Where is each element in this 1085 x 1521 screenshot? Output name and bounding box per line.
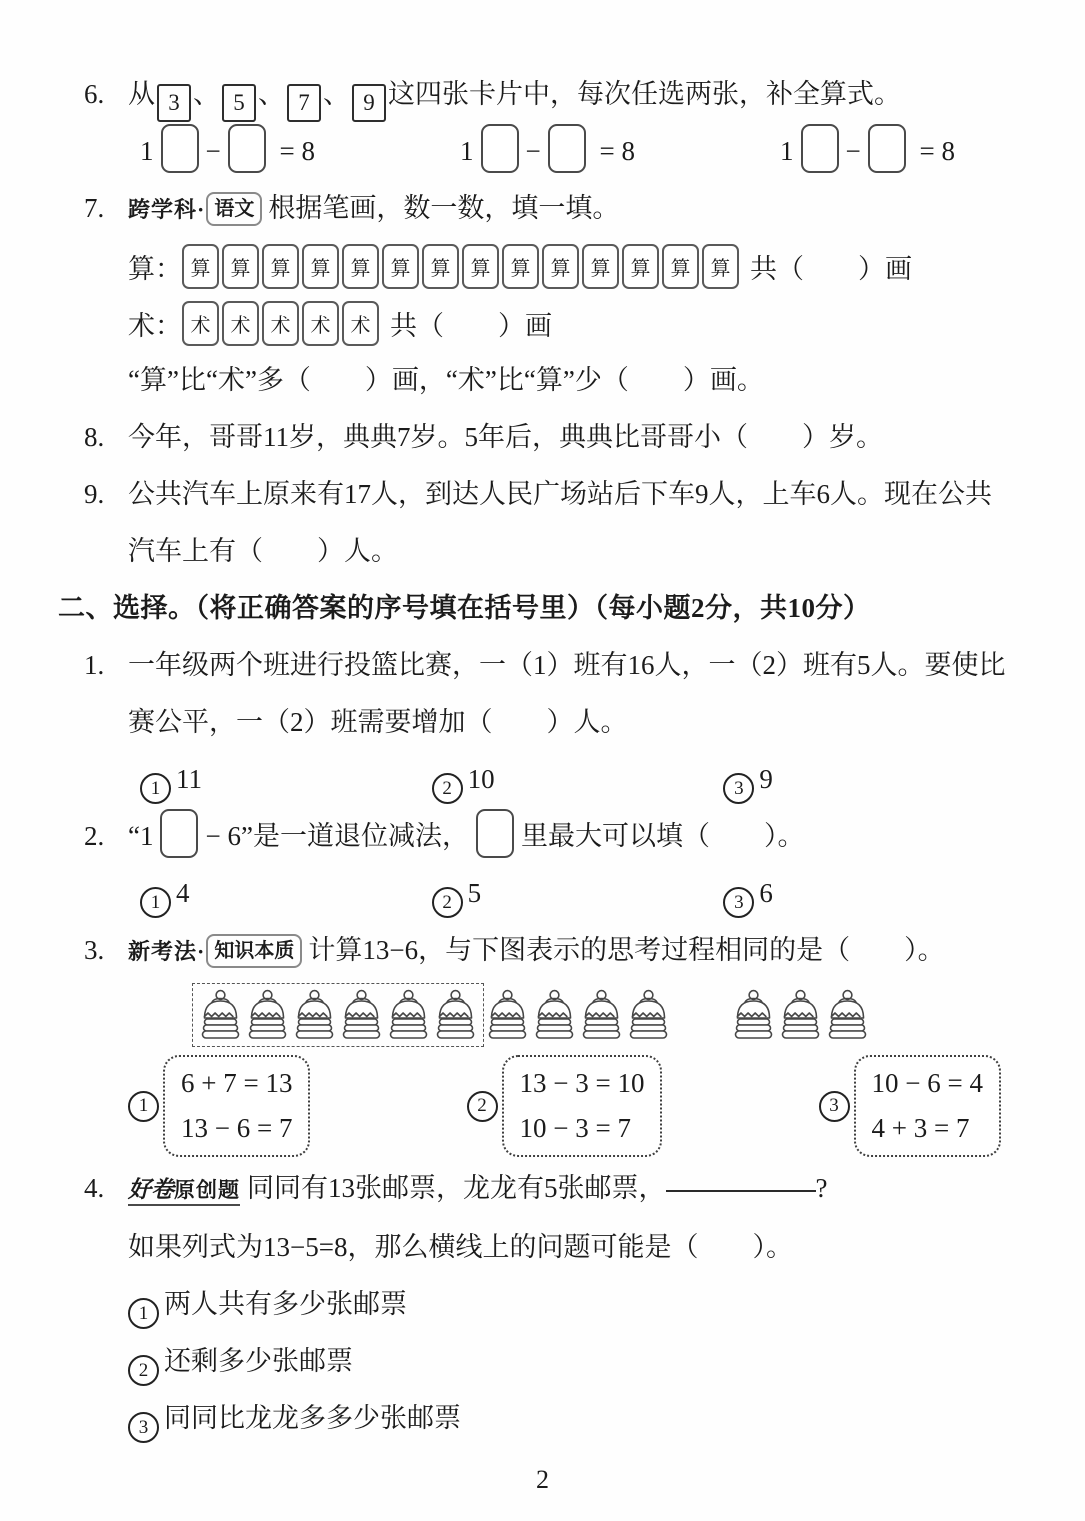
cake-icon — [292, 987, 337, 1043]
cake-icon — [825, 987, 870, 1043]
card-separator: 、 — [323, 79, 350, 109]
number-card-item — [350, 79, 388, 115]
answer-box — [476, 809, 514, 858]
char-box-list — [182, 301, 382, 346]
minus-sign: − — [205, 136, 221, 166]
question-8-number: 8. — [84, 422, 105, 452]
c2-text-pre: “1 — [128, 821, 154, 851]
choice-1-number: 1. — [84, 650, 105, 680]
stroke-char-box: 算 — [542, 244, 579, 289]
c2-text-post: 里最大可以填（ ）。 — [520, 821, 805, 851]
stroke-char-box: 算 — [302, 244, 339, 289]
cake-group-middle — [484, 987, 672, 1043]
cake-icon — [626, 987, 671, 1043]
stroke-char-box: 算 — [582, 244, 619, 289]
equation-lead: 1 — [140, 136, 154, 166]
stroke-char-box: 术 — [262, 301, 299, 346]
equation-line-1: 6 + 7 = 13 — [181, 1068, 293, 1098]
option-text: 11 — [176, 764, 202, 794]
choice-2-options — [128, 865, 1015, 922]
circled-number-icon: 2 — [432, 887, 463, 918]
q6-text-pre: 从 — [128, 79, 155, 109]
question-9-text: 公共汽车上原来有17人，到达人民广场站后下车9人，上车6人。现在公共汽车上有（ ）人。 — [128, 479, 992, 566]
question-9-number: 9. — [84, 479, 105, 509]
equation-row — [128, 123, 1015, 180]
original-question-label: 原创题 — [174, 1178, 240, 1202]
equation — [780, 123, 955, 180]
question-9 — [84, 466, 1015, 580]
answer-box — [161, 124, 199, 173]
equation-result: = 8 — [279, 136, 315, 166]
minus-sign: − — [845, 136, 861, 166]
stroke-char-box: 术 — [222, 301, 259, 346]
stroke-char-box: 算 — [222, 244, 259, 289]
page-number: 2 — [536, 1465, 549, 1494]
option-equation-group — [467, 1055, 663, 1157]
number-card-item — [220, 79, 285, 115]
option-text: 同同比龙龙多多少张邮票 — [164, 1403, 461, 1433]
circled-number-icon: 1 — [128, 1091, 159, 1122]
circled-number-icon: 2 — [467, 1091, 498, 1122]
option-text: 6 — [759, 878, 773, 908]
choice-1-text: 一年级两个班进行投篮比赛，一（1）班有16人，一（2）班有5人。要使比赛公平，一（2）班需要增加（ ）人。 — [128, 650, 1006, 737]
circled-number-icon: 1 — [128, 1298, 159, 1329]
equation — [140, 123, 315, 180]
number-card: 9 — [352, 84, 386, 122]
number-card-list — [155, 79, 388, 115]
haojuan-original-badge — [128, 1173, 240, 1206]
char-row-label: 算： — [128, 254, 182, 284]
c4-text-1: 同同有13张邮票，龙龙有5张邮票， — [247, 1173, 666, 1203]
equation-result: = 8 — [919, 136, 955, 166]
circled-number-icon: 3 — [723, 773, 754, 804]
cake-icon — [778, 987, 823, 1043]
card-separator: 、 — [193, 79, 220, 109]
option — [128, 1333, 1015, 1390]
question-6 — [84, 66, 1015, 180]
option — [128, 1390, 1015, 1447]
question-7-text — [128, 180, 1015, 238]
stroke-char-box: 算 — [502, 244, 539, 289]
circled-number-icon: 2 — [128, 1355, 159, 1386]
knowledge-badge-box: 知识本质 — [206, 934, 302, 968]
question-8-text: 今年，哥哥11岁，典典7岁。5年后，典典比哥哥小（ ）岁。 — [128, 422, 883, 452]
option-text: 两人共有多少张邮票 — [164, 1289, 407, 1319]
equation-lead: 1 — [460, 136, 474, 166]
number-card-item — [155, 79, 220, 115]
q7-instruction: 根据笔画，数一数，填一填。 — [268, 193, 620, 223]
answer-box — [548, 124, 586, 173]
char-row-label: 术： — [128, 311, 182, 341]
stroke-count-blank: 共（ ）画 — [750, 254, 912, 284]
number-card-item — [285, 79, 350, 115]
equation-option-box — [502, 1055, 663, 1157]
option — [140, 751, 432, 808]
stroke-char-box: 算 — [702, 244, 739, 289]
option-text: 9 — [759, 764, 773, 794]
equation-line-1: 13 − 3 = 10 — [519, 1068, 645, 1098]
option — [140, 865, 432, 922]
equation-line-2: 13 − 6 = 7 — [181, 1113, 293, 1143]
answer-box — [868, 124, 906, 173]
card-separator: 、 — [258, 79, 285, 109]
question-7 — [84, 180, 1015, 409]
question-blank-line — [666, 1190, 816, 1192]
question-6-text — [128, 66, 1015, 123]
cake-group-boxed — [192, 983, 484, 1047]
option-text: 10 — [467, 764, 495, 794]
choice-question-1 — [84, 637, 1015, 808]
c3-instruction: 计算13−6，与下图表示的思考过程相同的是（ ）。 — [308, 935, 945, 965]
cake-icon — [731, 987, 776, 1043]
option-equation-group — [819, 1055, 1001, 1157]
circled-number-icon: 3 — [723, 887, 754, 918]
equation-line-1: 10 − 6 = 4 — [871, 1068, 983, 1098]
option-text: 5 — [467, 878, 482, 908]
haojuan-logo: 好卷 — [128, 1177, 174, 1202]
number-card: 3 — [157, 84, 191, 122]
stroke-char-box: 算 — [262, 244, 299, 289]
number-card: 7 — [287, 84, 321, 122]
stroke-char-box: 术 — [342, 301, 379, 346]
choice-4-text-2: 如果列式为13−5=8，那么横线上的问题可能是（ ）。 — [128, 1232, 793, 1262]
equation-lead: 1 — [780, 136, 794, 166]
stroke-row-suan — [128, 238, 1015, 295]
choice-question-4 — [84, 1160, 1015, 1447]
number-card: 5 — [222, 84, 256, 122]
section-2-title: 二、选择。（将正确答案的序号填在括号里）（每小题2分，共10分） — [58, 593, 871, 623]
circled-number-icon: 3 — [819, 1091, 850, 1122]
cake-icon — [386, 987, 431, 1043]
equation-result: = 8 — [599, 136, 635, 166]
question-mark: ? — [815, 1173, 828, 1203]
stroke-char-box: 术 — [302, 301, 339, 346]
equation-option-box — [163, 1055, 310, 1157]
stroke-char-box: 术 — [182, 301, 219, 346]
option-text: 还剩多少张邮票 — [164, 1346, 353, 1376]
option — [432, 865, 724, 922]
question-8 — [84, 409, 1015, 466]
stroke-char-box: 算 — [662, 244, 699, 289]
stroke-count-blank: 共（ ）画 — [390, 311, 552, 341]
circled-number-icon: 2 — [432, 773, 463, 804]
circled-number-icon: 1 — [140, 773, 171, 804]
cross-subject-badge: 跨学科· — [128, 197, 206, 222]
circled-number-icon: 1 — [140, 887, 171, 918]
stroke-char-box: 算 — [382, 244, 419, 289]
cake-icon — [433, 987, 478, 1043]
option — [432, 751, 724, 808]
choice-2-text — [128, 808, 1015, 865]
answer-box — [160, 809, 198, 858]
answer-box — [481, 124, 519, 173]
question-7-number: 7. — [84, 193, 105, 223]
cake-icon — [245, 987, 290, 1043]
choice-3-number: 3. — [84, 935, 105, 965]
char-box-list — [182, 244, 742, 289]
choice-2-number: 2. — [84, 821, 105, 851]
cake-illustration — [192, 980, 1015, 1050]
c2-text-mid: − 6”是一道退位减法， — [205, 821, 469, 851]
stroke-char-box: 算 — [342, 244, 379, 289]
cake-icon — [579, 987, 624, 1043]
option — [723, 865, 1015, 922]
equation-line-2: 4 + 3 = 7 — [871, 1113, 970, 1143]
cake-group-right — [730, 987, 871, 1043]
cake-icon — [198, 987, 243, 1043]
cake-icon — [485, 987, 530, 1043]
choice-3-options — [128, 1052, 1015, 1160]
choice-1-options — [128, 751, 1015, 808]
choice-question-3 — [84, 922, 1015, 1160]
q6-text-post: 这四张卡片中，每次任选两张，补全算式。 — [388, 79, 901, 109]
option-equation-group — [128, 1055, 310, 1157]
option — [723, 751, 1015, 808]
cake-icon — [532, 987, 577, 1043]
equation — [460, 123, 635, 180]
stroke-char-box: 算 — [622, 244, 659, 289]
stroke-row-shu — [128, 295, 1015, 352]
answer-box — [801, 124, 839, 173]
question-6-number: 6. — [84, 79, 105, 109]
stroke-compare-line: “算”比“术”多（ ）画，“术”比“算”少（ ）画。 — [128, 365, 764, 395]
choice-question-2 — [84, 808, 1015, 922]
circled-number-icon: 3 — [128, 1412, 159, 1443]
equation-option-box — [854, 1055, 1001, 1157]
subject-badge-box: 语文 — [206, 192, 262, 226]
option-text: 4 — [176, 878, 190, 908]
option — [128, 1276, 1015, 1333]
choice-4-options — [128, 1276, 1015, 1447]
choice-4-number: 4. — [84, 1173, 105, 1203]
stroke-char-box: 算 — [422, 244, 459, 289]
stroke-char-box: 算 — [462, 244, 499, 289]
minus-sign: − — [525, 136, 541, 166]
equation-line-2: 10 − 3 = 7 — [519, 1113, 631, 1143]
choice-4-text-1 — [128, 1160, 1015, 1219]
stroke-char-box: 算 — [182, 244, 219, 289]
new-method-badge: 新考法· — [128, 939, 206, 964]
choice-3-text — [128, 922, 1015, 980]
cake-icon — [339, 987, 384, 1043]
answer-box — [228, 124, 266, 173]
